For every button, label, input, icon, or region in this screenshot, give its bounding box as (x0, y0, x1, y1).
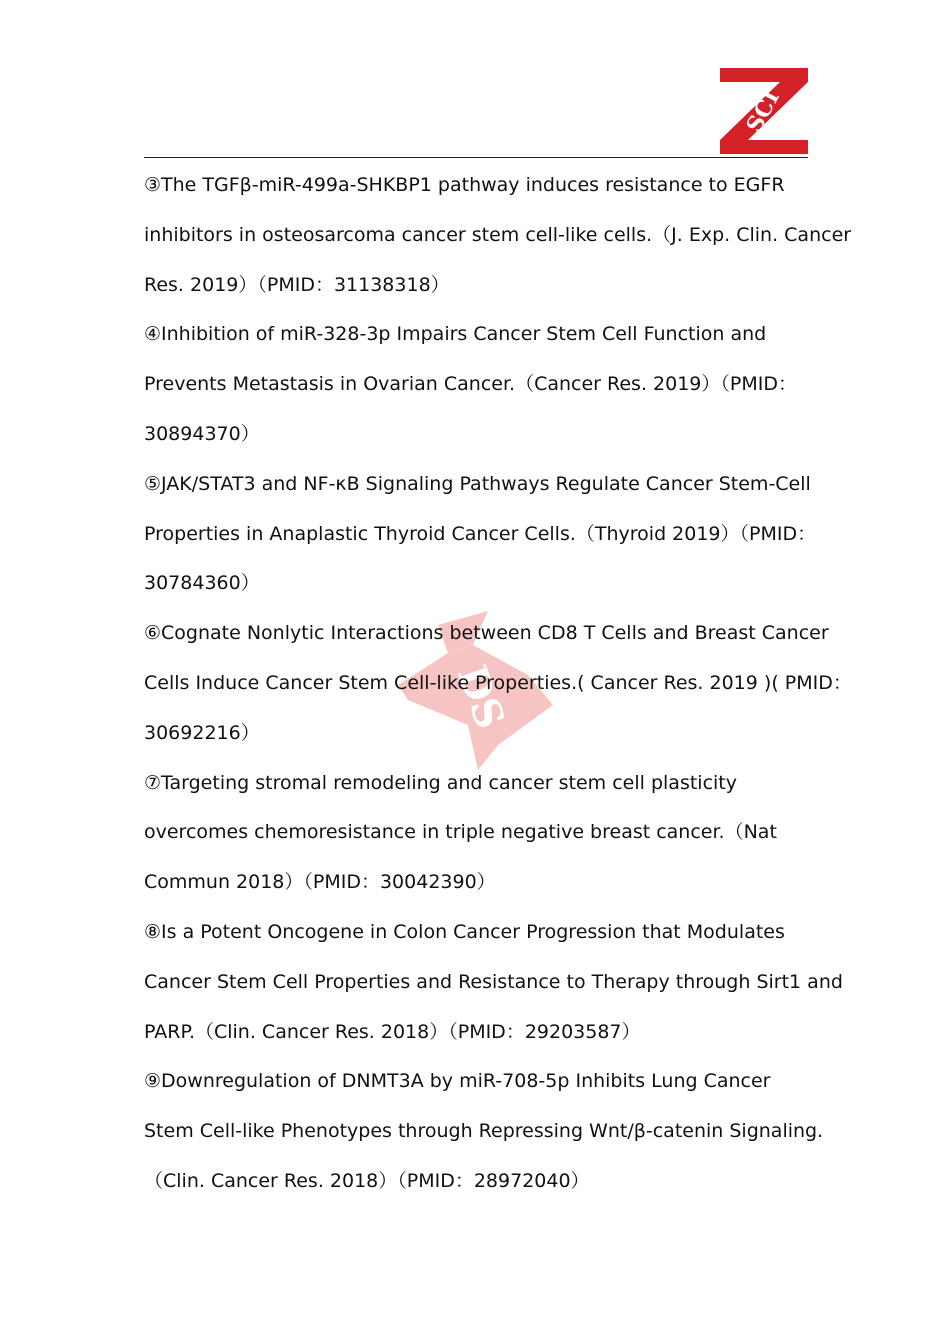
reference-line: Properties in Anaplastic Thyroid Cancer Cells.（Thyroid 2019）（PMID： (144, 522, 817, 545)
reference-item (144, 1057, 824, 1206)
reference-item (144, 161, 852, 310)
svg-text:SCI: SCI (741, 86, 785, 137)
reference-line: overcomes chemoresistance in triple negative breast cancer.（Nat (144, 821, 777, 844)
header-divider (144, 157, 808, 158)
reference-line: Res. 2019）（PMID：31138318） (144, 273, 450, 296)
reference-list (144, 161, 852, 1207)
reference-line: Cancer Stem Cell Properties and Resistance to Therapy through Sirt1 and (144, 970, 843, 993)
reference-line: Stem Cell-like Phenotypes through Repressing Wnt/β-catenin Signaling. (144, 1120, 824, 1143)
sci-logo (718, 66, 810, 156)
reference-line: inhibitors in osteosarcoma cancer stem cell-like cells.（J. Exp. Clin. Cancer (144, 223, 852, 246)
reference-line: Commun 2018）（PMID：30042390） (144, 871, 496, 894)
reference-line: （Clin. Cancer Res. 2018）（PMID：28972040） (144, 1169, 590, 1192)
reference-line: 30784360） (144, 572, 260, 595)
reference-line: Cells Induce Cancer Stem Cell-like Properties.( Cancer Res. 2019 )( PMID： (144, 671, 852, 694)
reference-line: Prevents Metastasis in Ovarian Cancer.（Cancer Res. 2019）（PMID： (144, 373, 797, 396)
reference-item (144, 908, 843, 1057)
reference-line: ④Inhibition of miR-328-3p Impairs Cancer Stem Cell Function and (144, 323, 767, 346)
reference-item (144, 759, 812, 908)
svg-text:DS: DS (448, 659, 514, 736)
reference-line: ⑧Is a Potent Oncogene in Colon Cancer Progression that Modulates (144, 920, 785, 943)
reference-line: 30894370） (144, 422, 260, 445)
reference-line: ③The TGFβ-miR-499a-SHKBP1 pathway induces resistance to EGFR (144, 174, 785, 196)
reference-line: ⑦Targeting stromal remodeling and cancer stem cell plasticity (144, 771, 737, 794)
reference-item (144, 460, 817, 609)
reference-item (144, 609, 852, 758)
reference-item (144, 310, 812, 459)
reference-line: ⑨Downregulation of DNMT3A by miR-708-5p Inhibits Lung Cancer (144, 1070, 771, 1093)
reference-line: 30692216） (144, 721, 260, 744)
reference-line: PARP.（Clin. Cancer Res. 2018）（PMID：29203587） (144, 1020, 641, 1043)
reference-line: ⑥Cognate Nonlytic Interactions between CD8 T Cells and Breast Cancer (144, 622, 829, 645)
reference-line: ⑤JAK/STAT3 and NF-κB Signaling Pathways Regulate Cancer Stem-Cell (144, 472, 811, 495)
